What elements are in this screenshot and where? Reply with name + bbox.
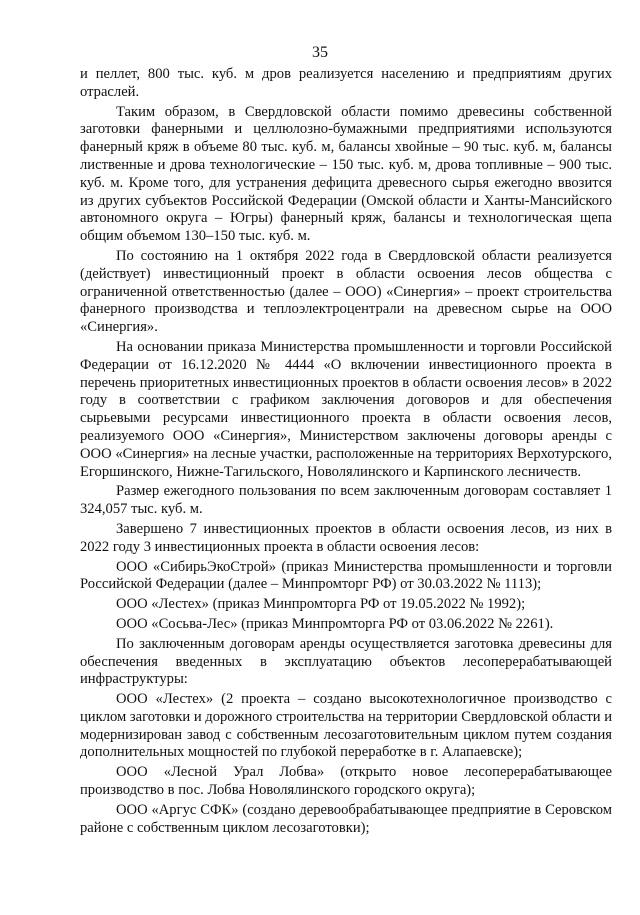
paragraph-investment-project: По состоянию на 1 октября 2022 года в Свердловской области реализуется (действует) инвестиционный проект в области освоения лесов общества с ограниченной ответственностью (далее – ООО) «Синергия» – проект строительства фанерного производства и теплоэлектроцентрали на древесном сырье на ООО «Синергия». <box>80 247 612 336</box>
list-item-sosva-les: ООО «Сосьва-Лес» (приказ Минпромторга РФ от 03.06.2022 № 2261). <box>116 615 554 632</box>
paragraph-annual-volume: Размер ежегодного пользования по всем заключенным договорам составляет 1 324,057 тыс. куб. м. <box>80 483 612 518</box>
list-item-sibirecostroy: ООО «СибирьЭкоСтрой» (приказ Министерства промышленности и торговли Российской Федерации (далее – Минпромторг РФ) от 30.03.2022 № 1113); <box>80 558 612 593</box>
list-item-argus-sfk: ООО «Аргус СФК» (создано деревообрабатывающее предприятие в Серовском районе с собственным циклом лесозаготовки); <box>80 801 612 836</box>
paragraph-lease-agreements: По заключенным договорам аренды осуществляется заготовка древесины для обеспечения введенных в эксплуатацию объектов лесоперерабатывающей инфраструктуры: <box>80 635 612 688</box>
list-item-lestekh-projects: ООО «Лестех» (2 проекта – создано высокотехнологичное производство с циклом заготовки и дорожного строительства на территории Свердловской области и модернизирован завод с собственным лесозаготовительным циклом путем создания дополнительных мощностей по глубокой переработке в г. Алапаевске); <box>80 691 612 761</box>
page-number: 35 <box>312 44 328 61</box>
paragraph-continuation: и пеллет, 800 тыс. куб. м дров реализуется населению и предприятиям других отраслей. <box>80 66 612 100</box>
paragraph-ministry-order: На основании приказа Министерства промышленности и торговли Российской Федерации от 16.12.2020 № 4444 «О включении инвестиционного проекта в перечень приоритетных инвестиционных проектов в области освоения лесов» в 2022 году в соответствии с графиком заключения договоров и для обеспечения сырьевыми ресурсами инвестиционного проекта в области освоения лесов, реализуемого ООО «Синергия», Министерством заключены договоры аренды с ООО «Синергия» на лесные участки, расположенные на территориях Верхотурского, Егоршинского, Нижне-Тагильского, Новолялинского и Карпинского лесничеств. <box>80 338 612 480</box>
list-item-lestekh: ООО «Лестех» (приказ Минпромторга РФ от 19.05.2022 № 1992); <box>116 596 526 613</box>
paragraph-completed-projects: Завершено 7 инвестиционных проектов в области освоения лесов, из них в 2022 году 3 инвестиционных проекта в области освоения лесов: <box>80 520 612 555</box>
list-item-lesnoy-ural-lobva: ООО «Лесной Урал Лобва» (открыто новое лесоперерабатывающее производство в пос. Лобва Новолялинского городского округа); <box>80 764 612 799</box>
document-body <box>80 66 612 839</box>
paragraph-wood-consumption: Таким образом, в Свердловской области помимо древесины собственной заготовки фанерными и целлюлозно-бумажными предприятиями используются фанерный кряж в объеме 80 тыс. куб. м, балансы хвойные – 90 тыс. куб. м, балансы лиственные и дрова технологические – 150 тыс. куб. м, дрова топливные – 900 тыс. куб. м. Кроме того, для устранения дефицита древесного сырья ежегодно ввозится из других субъектов Российской Федерации (Омской области и Ханты-Мансийского автономного округа – Югры) фанерный кряж, балансы и технологическая щепа общим объемом 130–150 тыс. куб. м. <box>80 103 612 245</box>
